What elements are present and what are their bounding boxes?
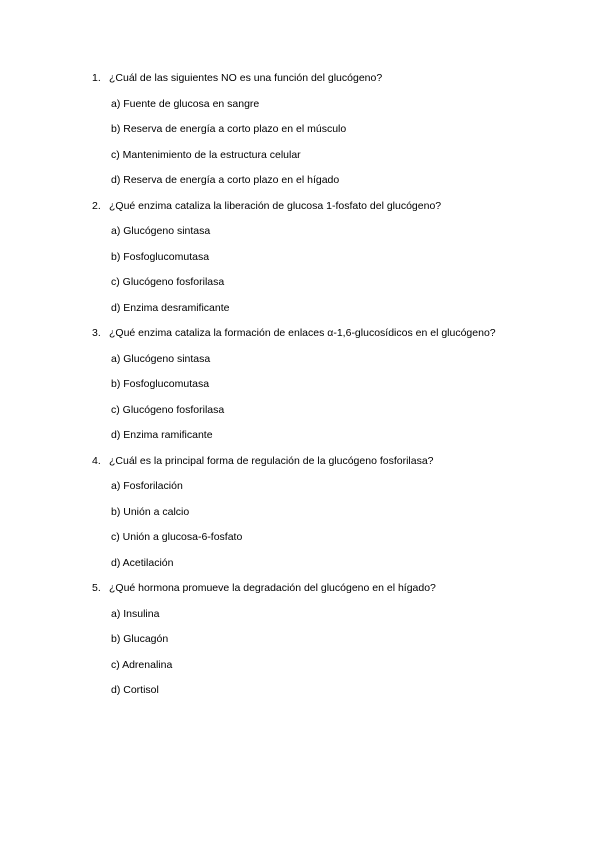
question-2-option-a: a) Glucógeno sintasa bbox=[111, 225, 211, 237]
question-5-option-a: a) Insulina bbox=[111, 608, 160, 620]
question-4-option-c: c) Unión a glucosa-6-fosfato bbox=[111, 531, 243, 543]
question-5-number: 5. bbox=[92, 582, 101, 594]
question-2-option-c: c) Glucógeno fosforilasa bbox=[111, 276, 225, 288]
question-1-number: 1. bbox=[92, 72, 101, 84]
question-1-option-b: b) Reserva de energía a corto plazo en el músculo bbox=[111, 123, 347, 135]
question-4-text: ¿Cuál es la principal forma de regulación de la glucógeno fosforilasa? bbox=[109, 455, 434, 467]
question-4-option-a: a) Fosforilación bbox=[111, 480, 183, 492]
question-4-number: 4. bbox=[92, 455, 101, 467]
question-4-option-b: b) Unión a calcio bbox=[111, 506, 190, 518]
question-5-option-b: b) Glucagón bbox=[111, 633, 169, 645]
question-3-number: 3. bbox=[92, 327, 101, 339]
question-3-option-c: c) Glucógeno fosforilasa bbox=[111, 404, 225, 416]
question-3-text: ¿Qué enzima cataliza la formación de enlaces α-1,6-glucosídicos en el glucógeno? bbox=[109, 327, 496, 339]
question-1-option-a: a) Fuente de glucosa en sangre bbox=[111, 98, 260, 110]
question-3-option-d: d) Enzima ramificante bbox=[111, 429, 213, 441]
question-5-option-d: d) Cortisol bbox=[111, 684, 159, 696]
question-3-option-b: b) Fosfoglucomutasa bbox=[111, 378, 210, 390]
question-5-option-c: c) Adrenalina bbox=[111, 659, 173, 671]
question-2-text: ¿Qué enzima cataliza la liberación de glucosa 1-fosfato del glucógeno? bbox=[109, 200, 442, 212]
question-5-text: ¿Qué hormona promueve la degradación del glucógeno en el hígado? bbox=[109, 582, 436, 594]
question-1-option-c: c) Mantenimiento de la estructura celular bbox=[111, 149, 301, 161]
question-2-option-b: b) Fosfoglucomutasa bbox=[111, 251, 210, 263]
question-2-option-d: d) Enzima desramificante bbox=[111, 302, 230, 314]
question-4-option-d: d) Acetilación bbox=[111, 557, 174, 569]
question-2-number: 2. bbox=[92, 200, 101, 212]
question-1-text: ¿Cuál de las siguientes NO es una función del glucógeno? bbox=[109, 72, 383, 84]
question-1-option-d: d) Reserva de energía a corto plazo en el hígado bbox=[111, 174, 340, 186]
question-3-option-a: a) Glucógeno sintasa bbox=[111, 353, 211, 365]
